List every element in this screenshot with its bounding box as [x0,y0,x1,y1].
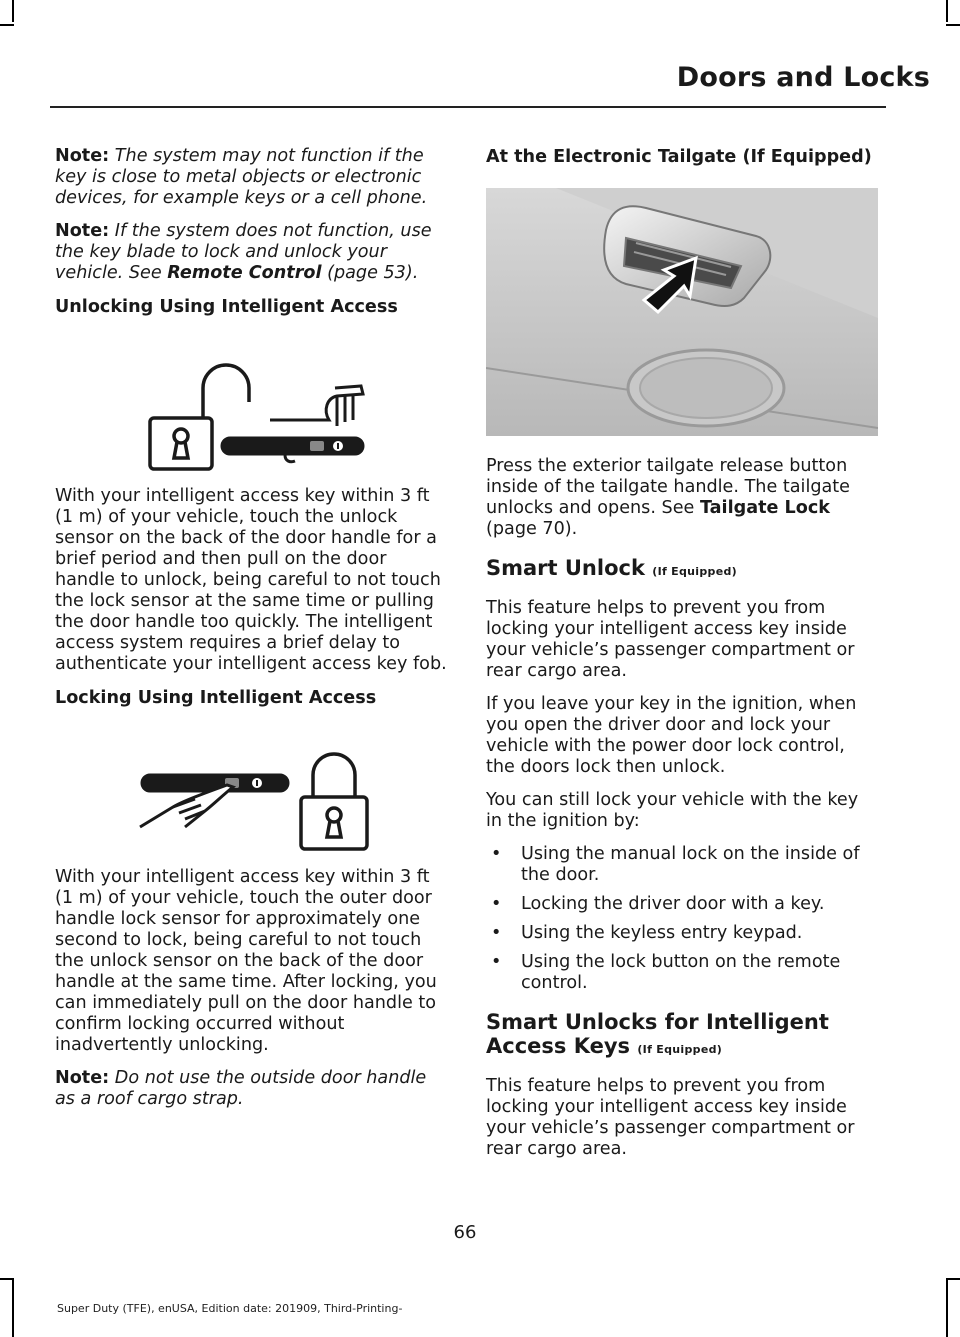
right-column [486,146,878,1172]
smart-unlock-paragraph-3: You can still lock your vehicle with the key in the ignition by: [486,790,859,831]
lock-illustration [55,715,447,855]
crop-mark [0,1278,14,1280]
tailgate-instructions: Press the exterior tailgate release button inside of the tailgate handle. The tailgate unlocks and opens. See Tailgate Lock (page 70). [486,456,851,539]
smart-unlock-heading: Smart Unlock (If Equipped) [486,556,737,580]
list-item: • Using the lock button on the remote control. [491,952,841,993]
page-header-title: Doors and Locks [676,62,930,93]
tailgate-lock-link[interactable]: Tailgate Lock [699,498,830,518]
list-item: • Locking the driver door with a key. [491,894,825,914]
tailgate-photo [486,188,878,436]
smart-unlocks-ia-heading: Smart Unlocks for Intelligent Access Keys (If Equipped) [486,1010,829,1058]
list-item: • Using the manual lock on the inside of the door. [491,844,860,885]
crop-mark [946,1278,960,1280]
crop-mark [12,1280,14,1337]
crop-mark [0,24,14,26]
smart-unlocks-ia-paragraph: This feature helps to prevent you from locking your intelligent access key inside your vehicle’s passenger compartment or rear cargo area. [486,1076,855,1159]
locked-padlock-icon [301,754,367,849]
list-item: • Using the keyless entry keypad. [491,923,803,943]
door-handle-unlock-icon [222,386,363,462]
unlock-illustration [55,324,447,474]
crop-mark [946,0,948,22]
note-system-may-not-function: Note: The system may not function if the key is close to metal objects or electronic devices, for example keys or a cell phone. [55,146,428,208]
note-roof-cargo-strap: Note: Do not use the outside door handle as a roof cargo strap. [55,1068,427,1109]
page-number: 66 [453,1222,477,1243]
smart-unlock-paragraph-2: If you leave your key in the ignition, when you open the driver door and lock your vehicle with the power door lock control, the doors lock then unlock. [486,694,857,777]
footer-edition-info: Super Duty (TFE), enUSA, Edition date: 201909, Third-Printing- [57,1302,403,1315]
ford-oval-logo [628,350,784,426]
unlocking-instructions: With your intelligent access key within 3 ft (1 m) of your vehicle, touch the unlock sensor on the back of the door handle for a brief period and then pull on the door handle to unlock, being careful to not touch the lock sensor at the same time or pulling the door handle too quickly. The intelligent access system requires a brief delay to authenticate your intelligent access key fob. [55,486,447,674]
door-handle-lock-icon [140,775,288,827]
left-column [55,146,447,1122]
note-use-key-blade: Note: If the system does not function, use the key blade to lock and unlock your vehicle. See Remote Control (page 53). [55,221,432,283]
unlocking-heading: Unlocking Using Intelligent Access [55,297,398,317]
crop-mark [946,1280,948,1337]
tailgate-heading: At the Electronic Tailgate (If Equipped) [486,147,872,167]
locking-heading: Locking Using Intelligent Access [55,688,377,708]
locking-instructions: With your intelligent access key within 3 ft (1 m) of your vehicle, touch the outer door handle lock sensor for approximately one second to lock, being careful to not touch the unlock sensor on the back of the door handle at the same time. After locking, you can immediately pull on the door handle to confirm locking occurred without inadvertently unlocking. [55,867,437,1055]
header-rule [50,106,886,108]
crop-mark [12,0,14,22]
crop-mark [946,24,960,26]
remote-control-link[interactable]: Remote Control [167,263,322,283]
smart-unlock-paragraph-1: This feature helps to prevent you from locking your intelligent access key inside your vehicle’s passenger compartment or rear cargo area. [486,598,855,681]
lock-methods-list [486,844,878,994]
